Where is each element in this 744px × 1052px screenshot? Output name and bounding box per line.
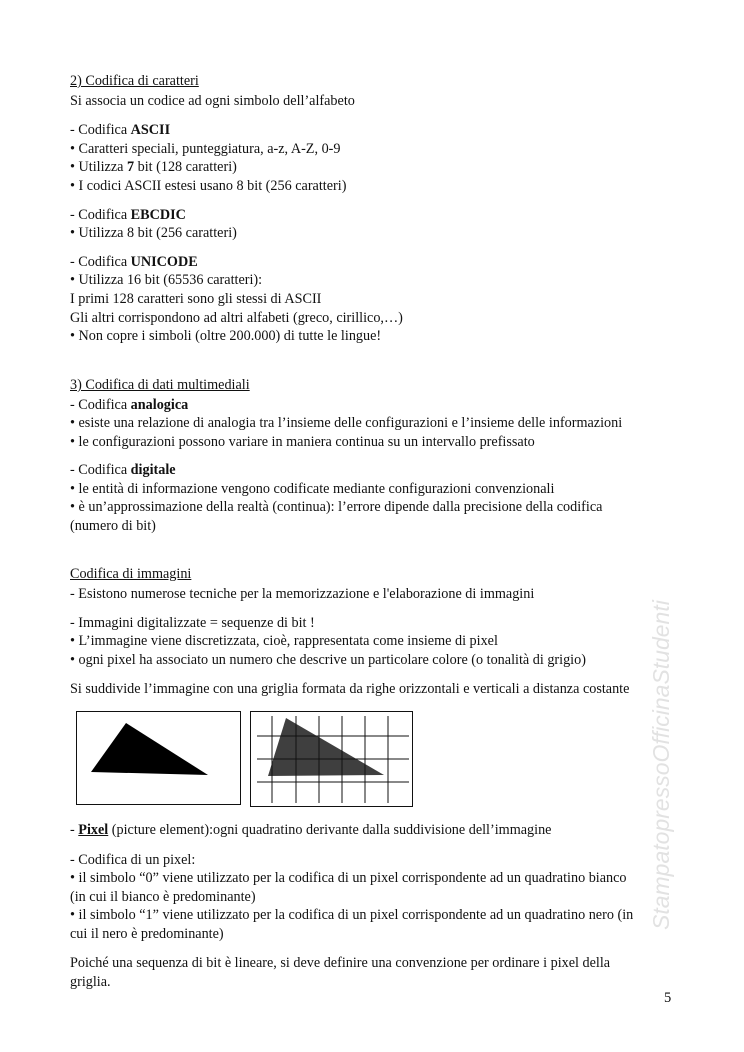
text-line: (numero di bit) [70,518,156,534]
text-line: Si associa un codice ad ogni simbolo dell’alfabeto [70,93,355,109]
text-span: bit (128 caratteri) [134,159,237,175]
bold-term: analogica [130,397,189,413]
text-line-analog [70,396,188,414]
bullet-line: • Utilizza 8 bit (256 caratteri) [70,225,237,241]
bold-term: ASCII [130,122,171,138]
section-heading-character-coding: 2) Codifica di caratteri [70,73,199,89]
text-span: - Codifica [70,122,131,138]
bold-term: UNICODE [130,254,198,270]
grey-triangle [268,718,384,776]
text-line: - Esistono numerose tecniche per la memorizzazione e l'elaborazione di immagini [70,586,535,602]
text-line-pixel-definition [70,821,551,839]
text-span: - Codifica [70,254,131,270]
triangle-drawing [77,712,239,803]
section-heading-images: Codifica di immagini [70,566,192,582]
grid-lines [257,716,409,803]
bullet-line: • Utilizza 16 bit (65536 caratteri): [70,272,263,288]
text-line-ascii [70,121,170,139]
text-line: I primi 128 caratteri sono gli stessi di ASCII [70,291,322,307]
bullet-line: • ogni pixel ha associato un numero che descrive un particolare colore (o tonalità di grigio) [70,652,586,668]
text-line: Poiché una sequenza di bit è lineare, si deve definire una convenzione per ordinare i pixel della [70,955,611,971]
text-span: - [70,822,79,838]
page-number: 5 [664,990,672,1006]
triangle-figure [76,711,241,805]
text-span: - Codifica [70,462,131,478]
bullet-line: • il simbolo “1” viene utilizzato per la codifica di un pixel corrispondente ad un quadratino nero (in [70,907,634,923]
text-line: (in cui il bianco è predominante) [70,889,256,905]
section-heading-multimedia: 3) Codifica di dati multimediali [70,377,250,393]
bold-term: EBCDIC [130,207,186,223]
text-line-unicode [70,253,198,271]
bullet-line: • Non copre i simboli (oltre 200.000) di tutte le lingue! [70,328,382,344]
bold-term: digitale [130,462,176,478]
bold-term: 7 [126,159,135,175]
text-span: • Utilizza [70,159,127,175]
pixel-grid-figure [250,711,413,807]
pixel-grid-drawing [251,712,411,805]
text-line: - Immagini digitalizzate = sequenze di bit ! [70,615,315,631]
bullet-line: • è un’approssimazione della realtà (continua): l’errore dipende dalla precisione della codifica [70,499,603,515]
text-line: - Codifica di un pixel: [70,852,196,868]
bullet-line: • esiste una relazione di analogia tra l’insieme delle configurazioni e l’insieme delle informazioni [70,415,623,431]
bullet-line: • I codici ASCII estesi usano 8 bit (256 caratteri) [70,178,347,194]
bold-term: Pixel [78,822,109,838]
bullet-line: • il simbolo “0” viene utilizzato per la codifica di un pixel corrispondente ad un quadratino bianco [70,870,627,886]
text-span: - Codifica [70,207,131,223]
text-span: - Codifica [70,397,131,413]
bullet-line: • Caratteri speciali, punteggiatura, a-z, A-Z, 0-9 [70,141,341,157]
bullet-line: • le entità di informazione vengono codificate mediante configurazioni convenzionali [70,481,555,497]
bullet-line: • L’immagine viene discretizzata, cioè, rappresentata come insieme di pixel [70,633,498,649]
text-line-ebcdic [70,206,186,224]
text-span: (picture element):ogni quadratino derivante dalla suddivisione dell’immagine [108,822,552,838]
text-line: cui il nero è predominante) [70,926,224,942]
text-line: griglia. [70,974,111,990]
watermark: StampatopressoOfficinaStudenti [648,600,674,930]
bullet-line [70,158,237,176]
text-line: Gli altri corrispondono ad altri alfabeti (greco, cirillico,…) [70,310,403,326]
text-line-digital [70,461,176,479]
bullet-line: • le configurazioni possono variare in maniera continua su un intervallo prefissato [70,434,535,450]
text-line: Si suddivide l’immagine con una griglia formata da righe orizzontali e verticali a distanza costante [70,681,630,697]
black-triangle [91,723,208,775]
